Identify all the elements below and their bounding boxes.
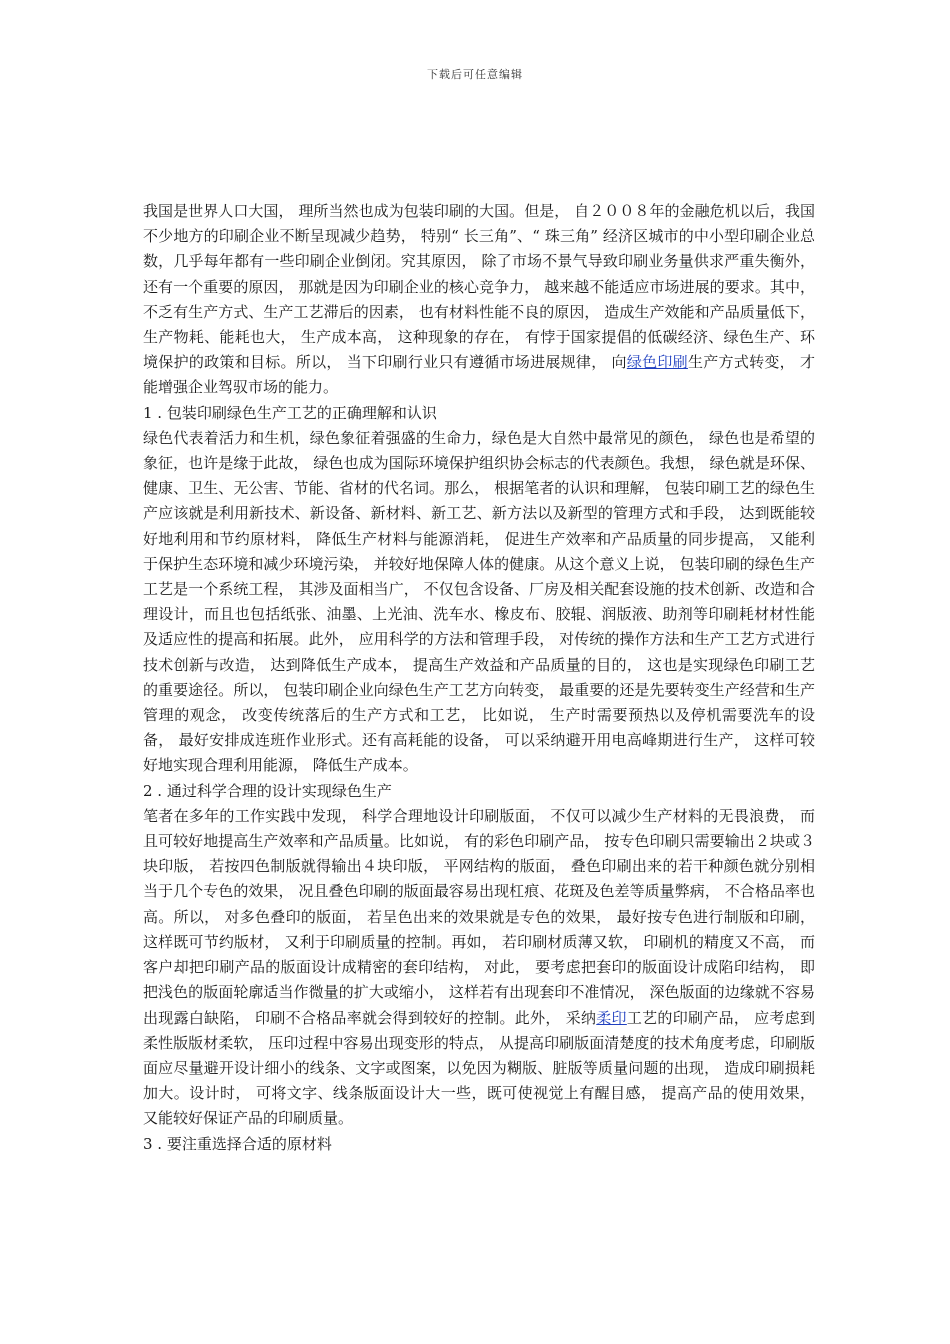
document-body bbox=[143, 199, 815, 1157]
green-printing-link[interactable]: 绿色印刷 bbox=[626, 353, 688, 372]
section-heading-2: 2 . 通过科学合理的设计实现绿色生产 bbox=[143, 781, 392, 800]
paragraph-section-1: 绿色代表着活力和生机，绿色象征着强盛的生命力，绿色是大自然中最常见的颜色， 绿色也是希望的象征，也许是缘于此故， 绿色也成为国际环境保护组织协会标志的代表颜色。我想， 绿色就是环保、健康、卫生、无公害、节能、省材的代名词。那么， 根据笔者的认识和理解， 包装印刷工艺的绿色生产应该就是利用新技术、新设备、新材料、新工艺、新方法以及新型的管理方式和手段， 达到既能较好地利用和节约原材料， 降低生产材料与能源消耗， 促进生产效率和产品质量的同步提高， 又能利于保护生态环境和减少环境污染， 并较好地保障人体的健康。从这个意义上说， 包装印刷的绿色生产工艺是一个系统工程， 其涉及面相当广， 不仅包含设备、厂房及相关配套设施的技术创新、改造和合理设计，而且也包括纸张、油墨、上光油、洗车水、橡皮布、胶辊、润版液、助剂等印刷耗材材性能及适应性的提高和拓展。此外， 应用科学的方法和管理手段， 对传统的操作方法和生产工艺方式进行技术创新与改造， 达到降低生产成本， 提高生产效益和产品质量的目的， 这也是实现绿色印刷工艺的重要途径。所以， 包装印刷企业向绿色生产工艺方向转变， 最重要的还是先要转变生产经营和生产管理的观念， 改变传统落后的生产方式和工艺， 比如说， 生产时需要预热以及停机需要洗车的设备， 最好安排成连班作业形式。还有高耗能的设备， 可以采纳避开用电高峰期进行生产， 这样可较好地实现合理利用能源， 降低生产成本。 bbox=[143, 428, 815, 775]
section-heading-1: 1 . 包装印刷绿色生产工艺的正确理解和认识 bbox=[143, 403, 437, 422]
paragraph-section-2 bbox=[143, 804, 815, 1132]
flexo-printing-link[interactable]: 柔印 bbox=[596, 1008, 627, 1027]
page-header-note: 下载后可任意编辑 bbox=[427, 68, 523, 81]
paragraph-intro-text-a: 我国是世界人口大国， 理所当然也成为包装印刷的大国。但是， 自２００８年的金融危机以后，我国不少地方的印刷企业不断呈现减少趋势， 特别“ 长三角”、“ 珠三角” 经济区城市的中小型印刷企业总数，几乎每年都有一些印刷企业倒闭。究其原因， 除了市场不景气导致印刷业务量供求严重失衡外， 还有一个重要的原因， 那就是因为印刷企业的核心竞争力， 越来越不能适应市场进展的要求。其中， 不乏有生产方式、生产工艺滞后的因素， 也有材料性能不良的原因， 造成生产效能和产品质量低下， 生产物耗、能耗也大， 生产成本高， 这种现象的存在， 有悖于国家提倡的低碳经济、绿色生产、环境保护的政策和目标。所以， 当下印刷行业只有遵循市场进展规律， 向 bbox=[143, 202, 815, 372]
paragraph-intro-text-b: 生产方式转变， 才能增强企业驾驭市场的能力。 bbox=[143, 353, 815, 397]
paragraph-intro bbox=[143, 199, 815, 401]
paragraph-section-2-text-a: 笔者在多年的工作实践中发现， 科学合理地设计印刷版面， 不仅可以减少生产材料的无畏浪费， 而且可较好地提高生产效率和产品质量。比如说， 有的彩色印刷产品， 按专色印刷只需要输出２块或３块印版， 若按四色制版就得输出４块印版， 平网结构的版面， 叠色印刷出来的若干种颜色就分别相当于几个专色的效果， 况且叠色印刷的版面最容易出现杠痕、花斑及色差等质量弊病， 不合格品率也高。所以， 对多色叠印的版面， 若呈色出来的效果就是专色的效果， 最好按专色进行制版和印刷， 这样既可节约版材， 又利于印刷质量的控制。再如， 若印刷材质薄又软， 印刷机的精度又不高， 而客户却把印刷产品的版面设计成精密的套印结构， 对此， 要考虑把套印的版面设计成陷印结构， 即把浅色的版面轮廓适当作微量的扩大或缩小， 这样若有出现套印不准情况， 深色版面的边缘就不容易出现露白缺陷， 印刷不合格品率就会得到较好的控制。此外， 采纳 bbox=[143, 806, 815, 1027]
section-heading-3: 3 . 要注重选择合适的原材料 bbox=[143, 1134, 332, 1153]
paragraph-section-2-text-b: 工艺的印刷产品， 应考虑到柔性版版材柔软， 压印过程中容易出现变形的特点， 从提高印刷版面清楚度的技术角度考虑，印刷版面应尽量避开设计细小的线条、文字或图案，以免因为糊版、脏版等质量问题的出现， 造成印刷损耗加大。设计时， 可将文字、线条版面设计大一些，既可使视觉上有醒目感， 提高产品的使用效果， 又能较好保证产品的印刷质量。 bbox=[143, 1008, 815, 1128]
